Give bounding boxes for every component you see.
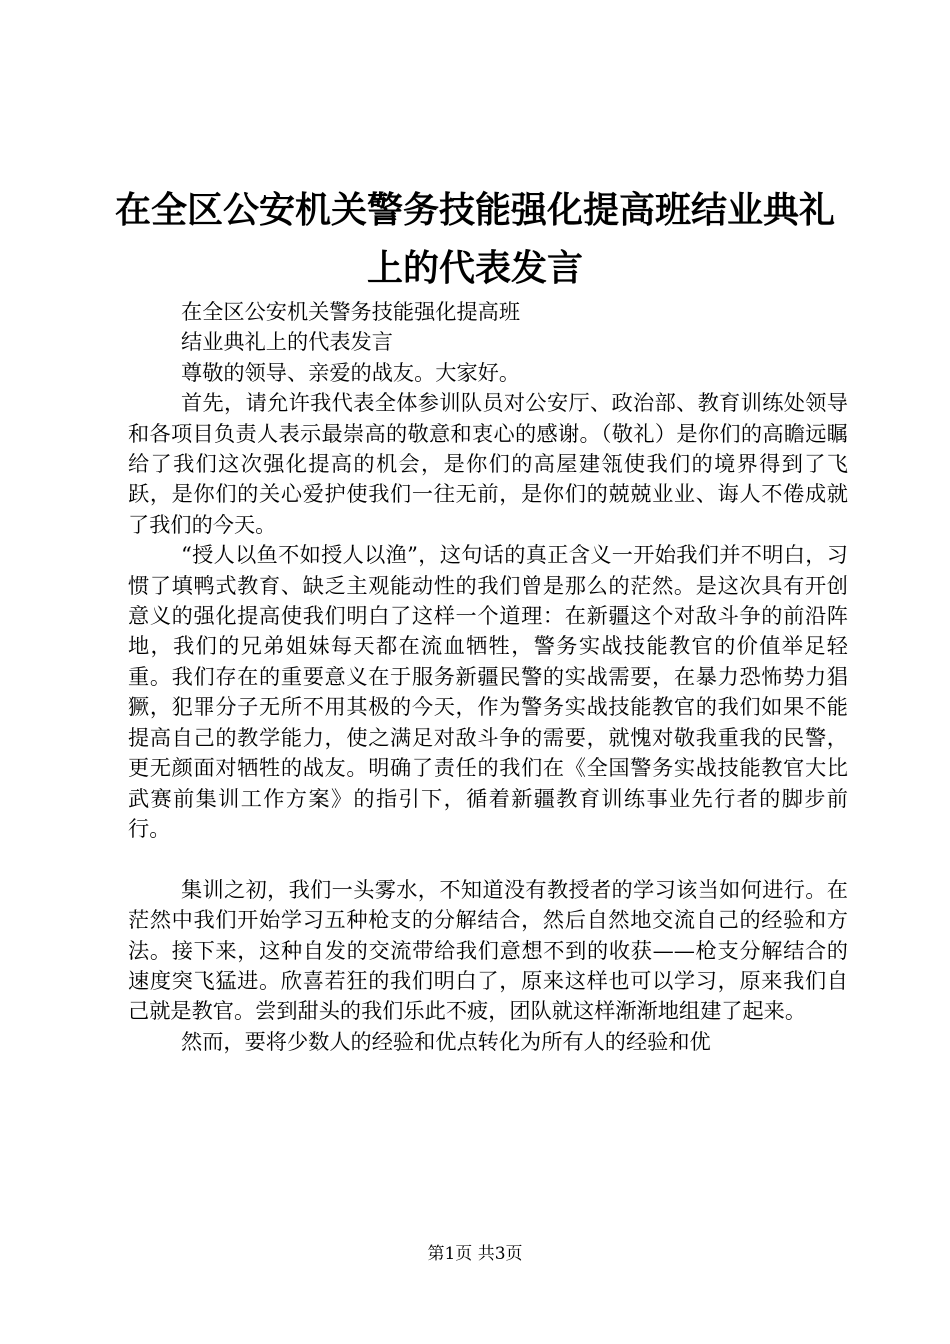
salutation: 尊敬的领导、亲爱的战友。大家好。 [181,359,521,385]
document-title-line-1: 在全区公安机关警务技能强化提高班结业典礼 [114,190,835,231]
document-body [128,297,848,1057]
body-heading-line-1: 在全区公安机关警务技能强化提高班 [181,299,521,324]
paragraph-however: 然而，要将少数人的经验和优点转化为所有人的经验和优 [181,1028,711,1054]
paragraph-gratitude: 首先，请允许我代表全体参训队员对公安厅、政治部、教育训练处领导和各项目负责人表示最崇高的敬意和衷心的感谢。（敬礼）是你们的高瞻远瞩给了我们这次强化提高的机会，是你们的高屋建瓴使我们的境界得到了飞跃，是你们的关心爱护使我们一往无前，是你们的兢兢业业、诲人不倦成就了我们的今天。 [128,390,848,537]
paragraph-proverb: “授人以鱼不如授人以渔”，这句话的真正含义一开始我们并不明白，习惯了填鸭式教育、缺乏主观能动性的我们曾是那么的茫然。是这次具有开创意义的强化提高使我们明白了这样一个道理：在新疆这个对敌斗争的前沿阵地，我们的兄弟姐妹每天都在流血牺牲，警务实战技能教官的价值举足轻重。我们存在的重要意义在于服务新疆民警的实战需要，在暴力恐怖势力猖獗，犯罪分子无所不用其极的今天，作为警务实战技能教官的我们如果不能提高自己的教学能力，使之满足对敌斗争的需要，就愧对敬我重我的民警，更无颜面对牺牲的战友。明确了责任的我们在《全国警务实战技能教官大比武赛前集训工作方案》的指引下，循着新疆教育训练事业先行者的脚步前行。 [128,542,848,841]
document-title-line-2: 上的代表发言 [366,248,583,289]
page-footer: 第1页 共3页 [427,1244,523,1264]
paragraph-training-start: 集训之初，我们一头雾水，不知道没有教授者的学习该当如何进行。在茫然中我们开始学习五种枪支的分解结合，然后自然地交流自己的经验和方法。接下来，这种自发的交流带给我们意想不到的收获——枪支分解结合的速度突飞猛进。欣喜若狂的我们明白了，原来这样也可以学习，原来我们自己就是教官。尝到甜头的我们乐此不疲，团队就这样渐渐地组建了起来。 [128,876,848,1024]
body-heading-line-2: 结业典礼上的代表发言 [181,329,393,355]
